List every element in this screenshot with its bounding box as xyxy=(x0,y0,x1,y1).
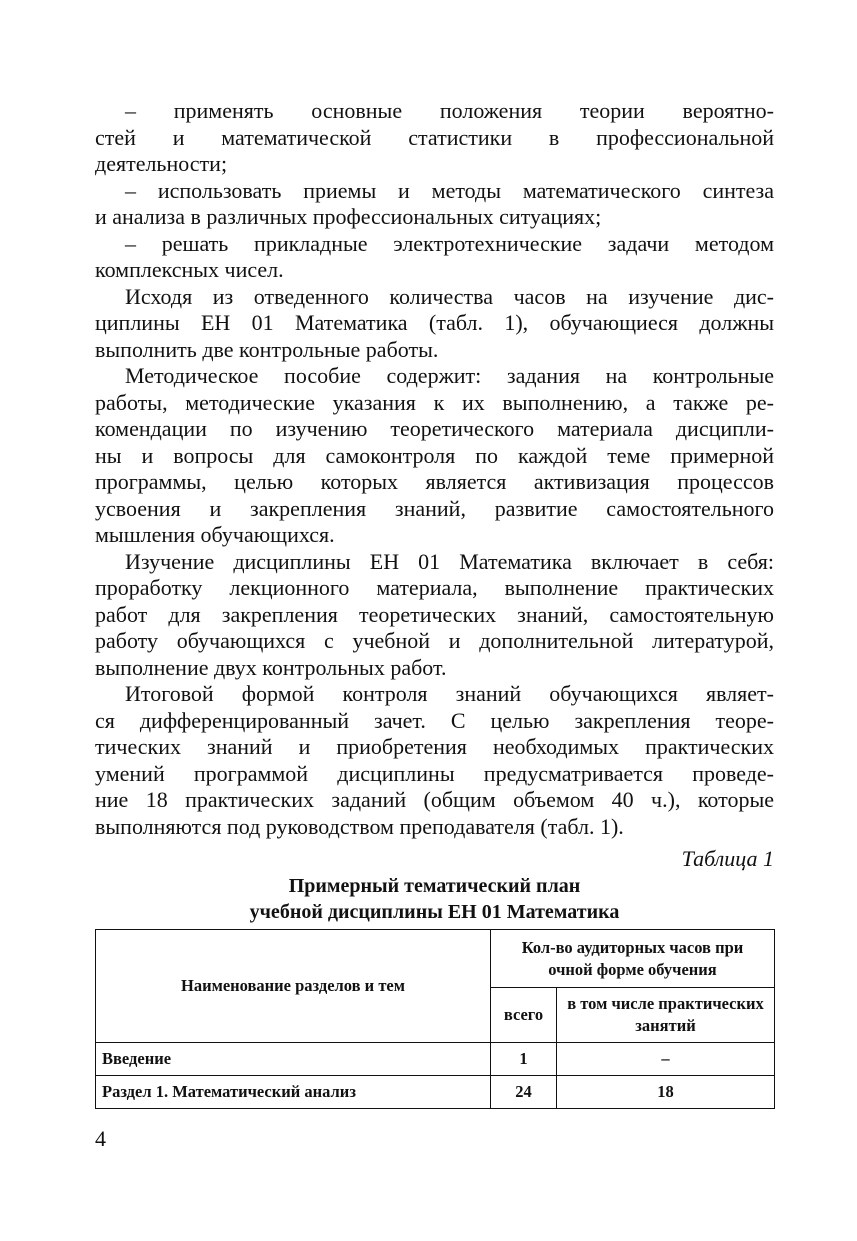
text-line: Методическое пособие содержит: задания на контрольные xyxy=(125,363,774,388)
header-hours-group: Кол-во аудиторных часов при очной форме обучения xyxy=(491,930,775,988)
page-number: 4 xyxy=(95,1126,106,1151)
text-line: выполнение двух контрольных работ. xyxy=(95,654,447,680)
text-line: – решать прикладные электротехнические задачи методом xyxy=(125,230,774,256)
body-text xyxy=(95,98,774,840)
text-line: умений программой дисциплины предусматривается проведе- xyxy=(95,760,774,786)
text-line: работ для закрепления теоретических знаний, самостоятельную xyxy=(95,601,774,627)
thematic-plan-table xyxy=(95,929,775,1109)
table-caption: Таблица 1 xyxy=(681,846,774,871)
table-title xyxy=(95,873,774,925)
text-line: комплексных чисел. xyxy=(95,257,284,282)
text-line: ны и вопросы для самоконтроля по каждой теме примерной xyxy=(95,442,774,468)
text-line: проработку лекционного материала, выполнение практических xyxy=(95,575,774,600)
header-total: всего xyxy=(491,988,557,1043)
text-line: комендации по изучению теоретического материала дисципли- xyxy=(95,416,774,441)
row-practical: 18 xyxy=(557,1076,775,1109)
text-line: стей и математической статистики в профессиональной xyxy=(95,124,774,150)
table-row xyxy=(96,1076,775,1109)
text-line: работу обучающихся с учебной и дополнительной литературой, xyxy=(95,628,774,653)
text-line: Итоговой формой контроля знаний обучающихся являет- xyxy=(125,681,774,706)
table-title-line: учебной дисциплины ЕН 01 Математика xyxy=(249,901,620,923)
text-line: деятельности; xyxy=(95,151,228,176)
text-line: ние 18 практических заданий (общим объемом 40 ч.), которые xyxy=(95,787,774,812)
text-line: – использовать приемы и методы математического синтеза xyxy=(125,177,774,203)
header-practical: в том числе практических занятий xyxy=(557,988,775,1043)
text-line: программы, целью которых является активизация процессов xyxy=(95,469,774,494)
text-line: работы, методические указания к их выполнению, а также ре- xyxy=(95,389,774,415)
text-line: тических знаний и приобретения необходимых практических xyxy=(95,734,774,759)
header-name-column: Наименование разделов и тем xyxy=(96,930,491,1043)
text-line: мышления обучающихся. xyxy=(95,522,335,547)
text-line: выполнить две контрольные работы. xyxy=(95,336,439,362)
text-line: выполняются под руководством преподавателя (табл. 1). xyxy=(95,813,624,839)
text-line: Изучение дисциплины ЕН 01 Математика включает в себя: xyxy=(125,548,774,574)
text-line: и анализа в различных профессиональных ситуациях; xyxy=(95,204,602,229)
row-total: 1 xyxy=(491,1043,557,1076)
table-title-line: Примерный тематический план xyxy=(288,875,581,897)
row-name: Введение xyxy=(96,1043,491,1076)
table-row xyxy=(96,1043,775,1076)
row-total: 24 xyxy=(491,1076,557,1109)
text-line: усвоения и закрепления знаний, развитие самостоятельного xyxy=(95,495,774,521)
text-line: Исходя из отведенного количества часов на изучение дис- xyxy=(125,283,774,309)
row-practical: – xyxy=(557,1043,775,1076)
text-line: циплины ЕН 01 Математика (табл. 1), обучающиеся должны xyxy=(95,310,774,335)
text-line: ся дифференцированный зачет. С целью закрепления теоре- xyxy=(95,707,774,733)
row-name: Раздел 1. Математический анализ xyxy=(96,1076,491,1109)
text-line: – применять основные положения теории вероятно- xyxy=(125,98,774,123)
